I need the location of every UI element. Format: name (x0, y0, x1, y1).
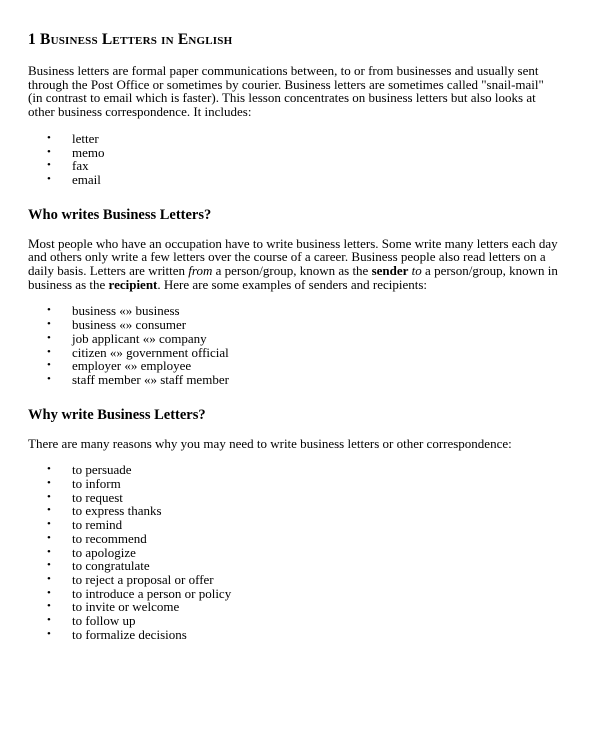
bullet-icon: • (47, 477, 51, 490)
list-item: • business «» business (47, 303, 180, 319)
bullet-icon: • (47, 345, 51, 358)
list-item: • to inform (47, 476, 121, 492)
why-paragraph: There are many reasons why you may need to write business letters or other correspondence: (28, 435, 512, 451)
list-item: • to invite or welcome (47, 599, 180, 615)
senders-recipients-list (28, 304, 560, 386)
page-title: 1 Business Letters in English (28, 31, 233, 48)
bullet-icon: • (47, 372, 51, 385)
list-item: • job applicant «» company (47, 330, 207, 346)
emphasis-from: from (188, 263, 213, 279)
bullet-icon: • (47, 531, 51, 544)
bullet-icon: • (47, 600, 51, 613)
list-item: • business «» consumer (47, 317, 187, 333)
section-heading-who: Who writes Business Letters? (28, 206, 212, 223)
list-item: • memo (47, 144, 105, 160)
reasons-list (28, 463, 560, 641)
bullet-icon: • (47, 359, 51, 372)
list-item: • letter (47, 130, 99, 146)
list-item: • to recommend (47, 530, 147, 546)
list-item: • to express thanks (47, 503, 162, 519)
who-paragraph: Most people who have an occupation have to write business letters. Some write many letters each day and others only write a few letters over the course of a career. Business people also read letters on a daily basis. Letters are written from a person/group, known as the sender to a person/group, known in business as the recipient. Here are some examples of senders and recipients: (28, 235, 558, 292)
list-item: • to reject a proposal or offer (47, 571, 214, 587)
bullet-icon: • (47, 304, 51, 317)
list-item: • employer «» employee (47, 358, 192, 374)
bullet-icon: • (47, 572, 51, 585)
bullet-icon: • (47, 159, 51, 172)
bullet-icon: • (47, 504, 51, 517)
bullet-icon: • (47, 545, 51, 558)
bullet-icon: • (47, 559, 51, 572)
bullet-icon: • (47, 614, 51, 627)
list-item: • citizen «» government official (47, 344, 229, 360)
list-item: • to request (47, 489, 123, 505)
emphasis-recipient: recipient (108, 276, 158, 292)
bullet-icon: • (47, 518, 51, 531)
list-item: • to follow up (47, 613, 136, 629)
list-item: • to congratulate (47, 558, 150, 574)
list-item: • staff member «» staff member (47, 371, 229, 387)
bullet-icon: • (47, 131, 51, 144)
bullet-icon: • (47, 586, 51, 599)
list-item: • to introduce a person or policy (47, 585, 232, 601)
bullet-icon: • (47, 331, 51, 344)
includes-list (28, 132, 560, 187)
bullet-icon: • (47, 145, 51, 158)
list-item: • to persuade (47, 462, 132, 478)
section-heading-why: Why write Business Letters? (28, 406, 206, 423)
bullet-icon: • (47, 172, 51, 185)
intro-paragraph: Business letters are formal paper communications between, to or from businesses and usually sent through the Post Office or sometimes by courier. Business letters are sometimes called "snail-mail" (in contrast to email which is faster). This lesson concentrates on business letters but also looks at other business correspondence. It includes: (28, 63, 544, 120)
list-item: • email (47, 171, 101, 187)
bullet-icon: • (47, 627, 51, 640)
bullet-icon: • (47, 463, 51, 476)
list-item: • to remind (47, 517, 123, 533)
list-item: • to formalize decisions (47, 626, 187, 642)
emphasis-sender: sender (371, 263, 409, 279)
bullet-icon: • (47, 318, 51, 331)
emphasis-to: to (411, 263, 422, 279)
bullet-icon: • (47, 490, 51, 503)
list-item: • to apologize (47, 544, 136, 560)
list-item: • fax (47, 158, 89, 174)
